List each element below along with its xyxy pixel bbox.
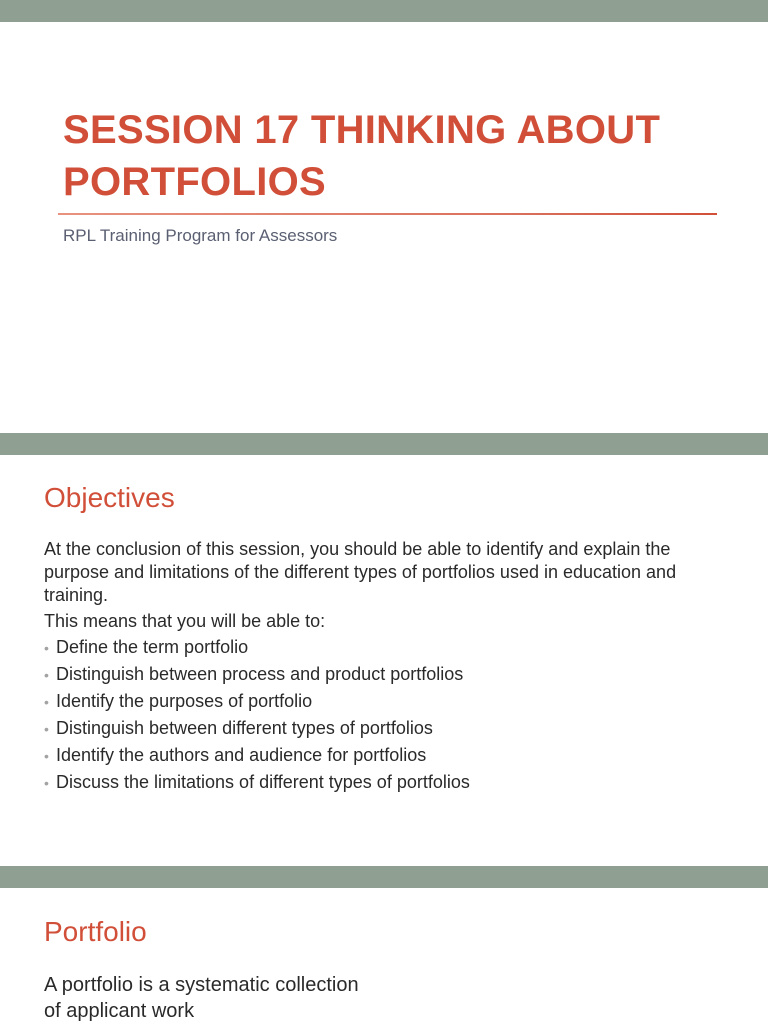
bullet-icon: • [44,640,49,656]
list-item [44,717,470,744]
slide-separator-top [0,0,768,22]
slide-separator [0,433,768,455]
objectives-slide [0,455,768,866]
list-item [44,636,470,663]
list-item-text: Distinguish between different types of portfolios [56,718,433,738]
list-item-text: Distinguish between process and product portfolios [56,664,464,684]
list-item-text: Identify the purposes of portfolio [56,691,313,711]
list-item-text: Define the term portfolio [56,637,249,657]
bullet-icon: • [44,721,49,737]
list-item [44,744,470,771]
title-slide [0,22,768,433]
list-item-text: Discuss the limitations of different types of portfolios [56,772,470,792]
list-item [44,771,470,798]
list-item [44,663,470,690]
slide-title: SESSION 17 THINKING ABOUT PORTFOLIOS [63,108,661,204]
bullet-icon: • [44,748,49,764]
list-item [44,690,470,717]
portfolio-heading: Portfolio [44,916,147,947]
slide-subtitle: RPL Training Program for Assessors [63,226,338,245]
title-underline [58,213,717,215]
slide-separator [0,866,768,888]
objectives-heading: Objectives [44,482,175,513]
portfolio-slide [0,888,768,1024]
objectives-list [44,636,470,798]
bullet-icon: • [44,775,49,791]
list-item-text: Identify the authors and audience for portfolios [56,745,427,765]
objectives-lead: This means that you will be able to: [44,611,326,631]
portfolio-definition: A portfolio is a systematic collection of applicant work [44,974,359,1022]
objectives-intro: At the conclusion of this session, you should be able to identify and explain the purpose and limitations of the different types of portfolios used in education and training. [44,539,677,605]
bullet-icon: • [44,667,49,683]
bullet-icon: • [44,694,49,710]
